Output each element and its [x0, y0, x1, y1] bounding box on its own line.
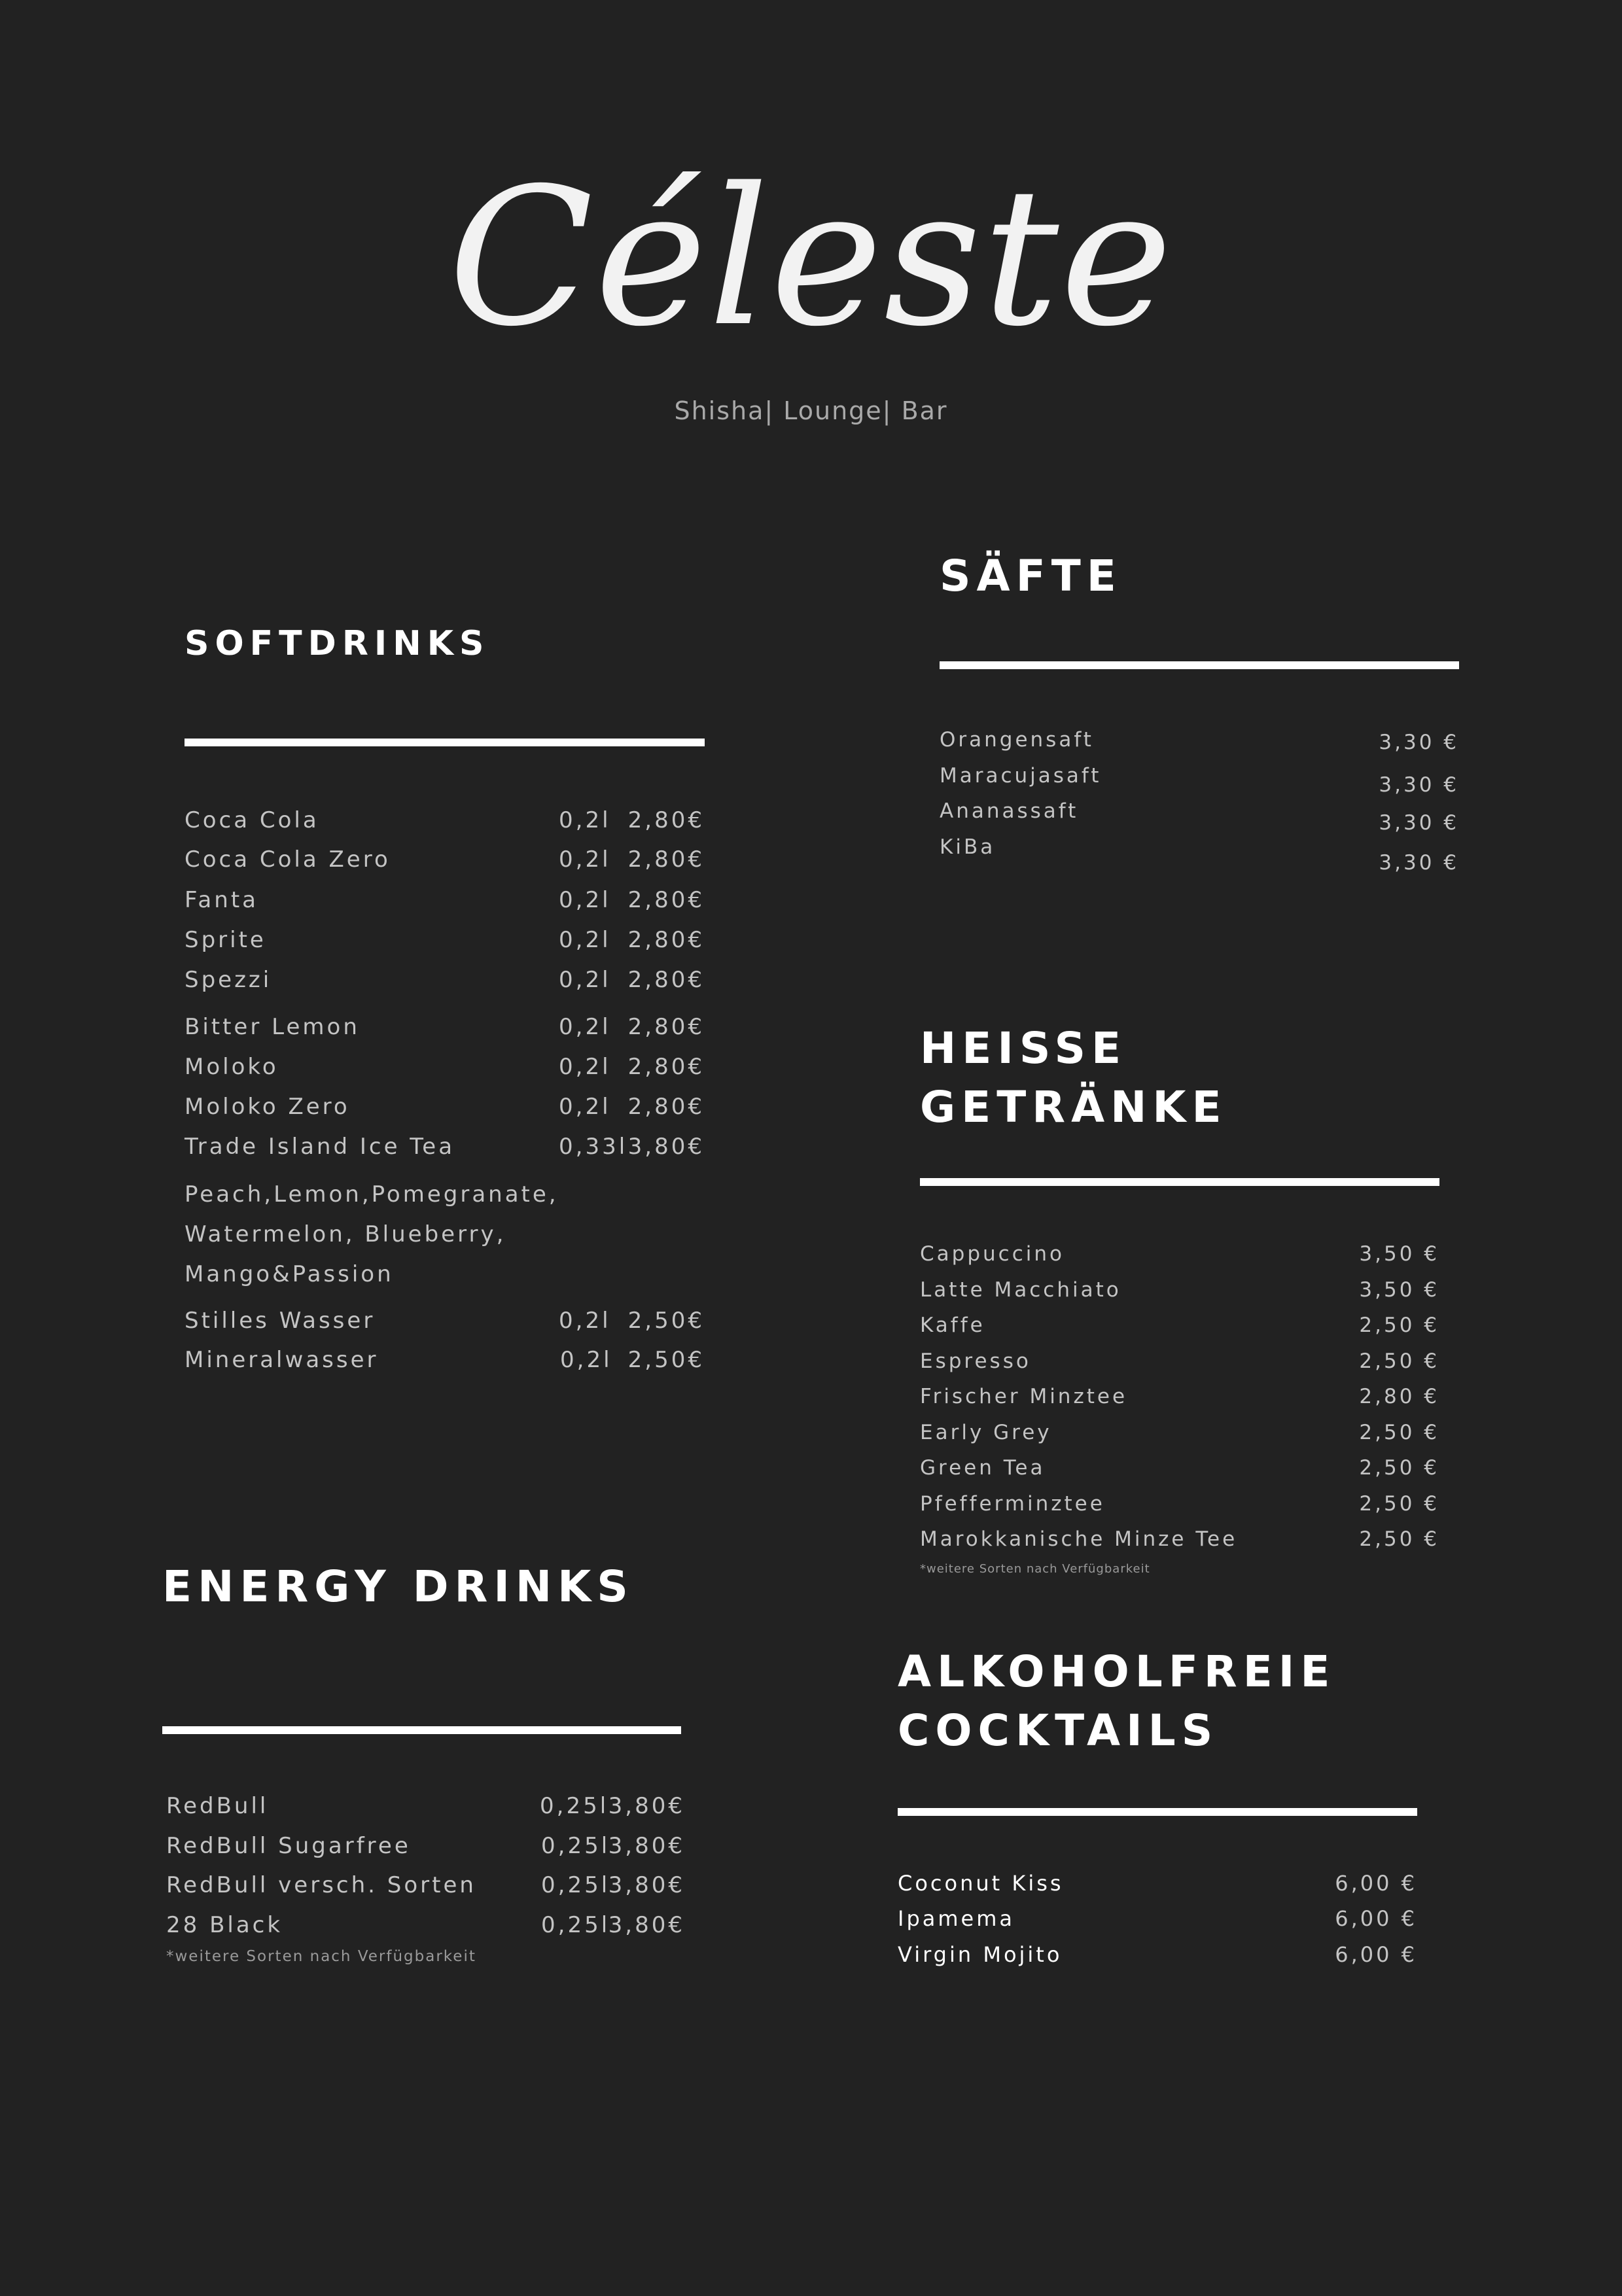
item-size: 0,2l — [559, 1094, 611, 1120]
item-name: Spezzi — [185, 967, 272, 993]
menu-item — [185, 1052, 705, 1082]
flavor-line: Watermelon, Blueberry, — [185, 1221, 506, 1247]
item-size: 0,2l — [559, 967, 611, 993]
item-price: 3,50 € — [1359, 1278, 1439, 1302]
item-price: 2,50 € — [1359, 1349, 1439, 1373]
item-name: Coca Cola — [185, 807, 319, 833]
menu-item — [185, 1132, 705, 1162]
item-price: 6,00 € — [1335, 1906, 1417, 1931]
menu-item — [185, 925, 705, 955]
flavor-list — [185, 1175, 559, 1295]
menu-item — [898, 1868, 1417, 1898]
item-price: 2,80€ — [627, 967, 705, 993]
item-price: 2,50 € — [1359, 1421, 1439, 1444]
item-price: 3,50 € — [1359, 1242, 1439, 1266]
heading-line: ALKOHOLFREIE — [898, 1646, 1336, 1697]
flavor-line: Peach,Lemon,Pomegranate, — [185, 1181, 559, 1208]
item-price: 2,80 € — [1359, 1385, 1439, 1408]
flavor-line: Mango&Passion — [185, 1261, 394, 1287]
item-price: 2,50€ — [627, 1347, 705, 1373]
item-size: 0,33l — [559, 1134, 628, 1160]
menu-item — [920, 1346, 1439, 1376]
item-price: 6,00 € — [1335, 1871, 1417, 1896]
menu-item — [940, 725, 1459, 755]
brand-logo: Céleste — [448, 148, 1174, 368]
energy-divider — [162, 1726, 681, 1734]
item-price: 2,80€ — [627, 807, 705, 833]
item-price: 2,80€ — [627, 1014, 705, 1040]
menu-item — [940, 832, 1459, 875]
item-name: Green Tea — [920, 1456, 1046, 1480]
energy-heading: ENERGY DRINKS — [162, 1561, 634, 1612]
item-name: Trade Island Ice Tea — [185, 1134, 455, 1160]
item-name: Frischer Minztee — [920, 1385, 1128, 1408]
item-price: 2,50 € — [1359, 1313, 1439, 1337]
item-size: 0,2l — [559, 927, 611, 953]
item-name: Mineralwasser — [185, 1347, 379, 1373]
item-size: 0,25l — [541, 1912, 610, 1938]
item-price: 2,80€ — [627, 1054, 705, 1080]
menu-item — [920, 1453, 1439, 1483]
item-price: 3,80€ — [608, 1872, 685, 1898]
item-name: Marokkanische Minze Tee — [920, 1527, 1238, 1551]
menu-item — [185, 1092, 705, 1122]
item-price: 2,80€ — [627, 927, 705, 953]
menu-item — [898, 1939, 1417, 1970]
item-name: 28 Black — [166, 1912, 283, 1938]
item-price: 3,30 € — [1379, 773, 1459, 797]
saefte-heading: SÄFTE — [940, 551, 1122, 601]
item-price: 2,50 € — [1359, 1527, 1439, 1551]
menu-item — [940, 796, 1459, 835]
menu-item — [185, 1306, 705, 1336]
item-name: Moloko — [185, 1054, 279, 1080]
menu-item — [166, 1791, 685, 1821]
item-price: 2,80€ — [627, 887, 705, 913]
item-size: 0,25l — [541, 1833, 610, 1859]
item-name: RedBull Sugarfree — [166, 1833, 411, 1859]
menu-item — [920, 1418, 1439, 1448]
availability-note: *weitere Sorten nach Verfügbarkeit — [166, 1948, 476, 1965]
item-name: Ipamema — [898, 1906, 1015, 1931]
item-price: 2,50€ — [627, 1308, 705, 1334]
heisse-divider — [920, 1178, 1439, 1186]
item-size: 0,2l — [559, 1014, 611, 1040]
softdrinks-heading: SOFTDRINKS — [185, 624, 490, 663]
menu-item — [920, 1275, 1439, 1305]
item-name: Ananassaft — [940, 799, 1079, 823]
item-name: Moloko Zero — [185, 1094, 350, 1120]
softdrinks-divider — [185, 739, 705, 746]
item-size: 0,2l — [559, 846, 611, 873]
item-name: RedBull — [166, 1793, 269, 1819]
item-name: Early Grey — [920, 1421, 1052, 1444]
item-size: 0,2l — [559, 1308, 611, 1334]
menu-item — [185, 1012, 705, 1042]
menu-item — [940, 761, 1459, 797]
item-name: Fanta — [185, 887, 258, 913]
item-price: 2,80€ — [627, 1094, 705, 1120]
item-name: Virgin Mojito — [898, 1942, 1063, 1967]
menu-item — [166, 1831, 685, 1861]
item-price: 2,50 € — [1359, 1492, 1439, 1516]
menu-item — [920, 1310, 1439, 1340]
item-price: 3,80€ — [608, 1833, 685, 1859]
item-size: 0,25l — [540, 1793, 609, 1819]
item-price: 3,80€ — [608, 1793, 685, 1819]
item-size: 0,2l — [559, 887, 611, 913]
heading-line: HEISSE — [920, 1023, 1127, 1073]
availability-note: *weitere Sorten nach Verfügbarkeit — [920, 1562, 1150, 1576]
item-price: 2,50 € — [1359, 1456, 1439, 1480]
menu-item — [920, 1524, 1439, 1554]
item-name: Latte Macchiato — [920, 1278, 1121, 1302]
item-name: Coconut Kiss — [898, 1871, 1064, 1896]
item-price: 2,80€ — [627, 846, 705, 873]
menu-item — [898, 1904, 1417, 1934]
menu-item — [185, 844, 705, 875]
item-price: 3,30 € — [1379, 851, 1459, 875]
item-name: Cappuccino — [920, 1242, 1065, 1266]
heisse-heading — [920, 1019, 1227, 1137]
item-name: RedBull versch. Sorten — [166, 1872, 476, 1898]
heading-line: COCKTAILS — [898, 1705, 1219, 1756]
saefte-divider — [940, 661, 1459, 669]
menu-item — [920, 1489, 1439, 1519]
item-size: 0,2l — [560, 1347, 612, 1373]
menu-item — [166, 1870, 685, 1900]
item-name: Stilles Wasser — [185, 1308, 376, 1334]
menu-item — [185, 965, 705, 995]
brand-tagline: Shisha| Lounge| Bar — [674, 396, 948, 425]
item-name: Espresso — [920, 1349, 1031, 1373]
menu-item — [166, 1910, 685, 1940]
item-price: 3,30 € — [1379, 731, 1459, 754]
item-price: 3,30 € — [1379, 811, 1459, 835]
item-name: KiBa — [940, 835, 996, 859]
item-name: Bitter Lemon — [185, 1014, 360, 1040]
item-price: 6,00 € — [1335, 1942, 1417, 1967]
menu-item — [920, 1239, 1439, 1269]
menu-item — [185, 1345, 705, 1375]
cocktails-divider — [898, 1808, 1417, 1816]
item-price: 3,80€ — [627, 1134, 705, 1160]
item-size: 0,2l — [559, 1054, 611, 1080]
menu-item — [185, 885, 705, 915]
item-name: Pfefferminztee — [920, 1492, 1105, 1516]
item-name: Sprite — [185, 927, 266, 953]
item-name: Orangensaft — [940, 728, 1094, 752]
item-name: Maracujasaft — [940, 764, 1102, 788]
menu-item — [920, 1382, 1439, 1412]
item-size: 0,25l — [541, 1872, 610, 1898]
cocktails-heading — [898, 1643, 1335, 1760]
heading-line: GETRÄNKE — [920, 1082, 1227, 1132]
menu-item — [185, 805, 705, 835]
item-size: 0,2l — [559, 807, 611, 833]
item-price: 3,80€ — [608, 1912, 685, 1938]
item-name: Coca Cola Zero — [185, 846, 391, 873]
item-name: Kaffe — [920, 1313, 985, 1337]
